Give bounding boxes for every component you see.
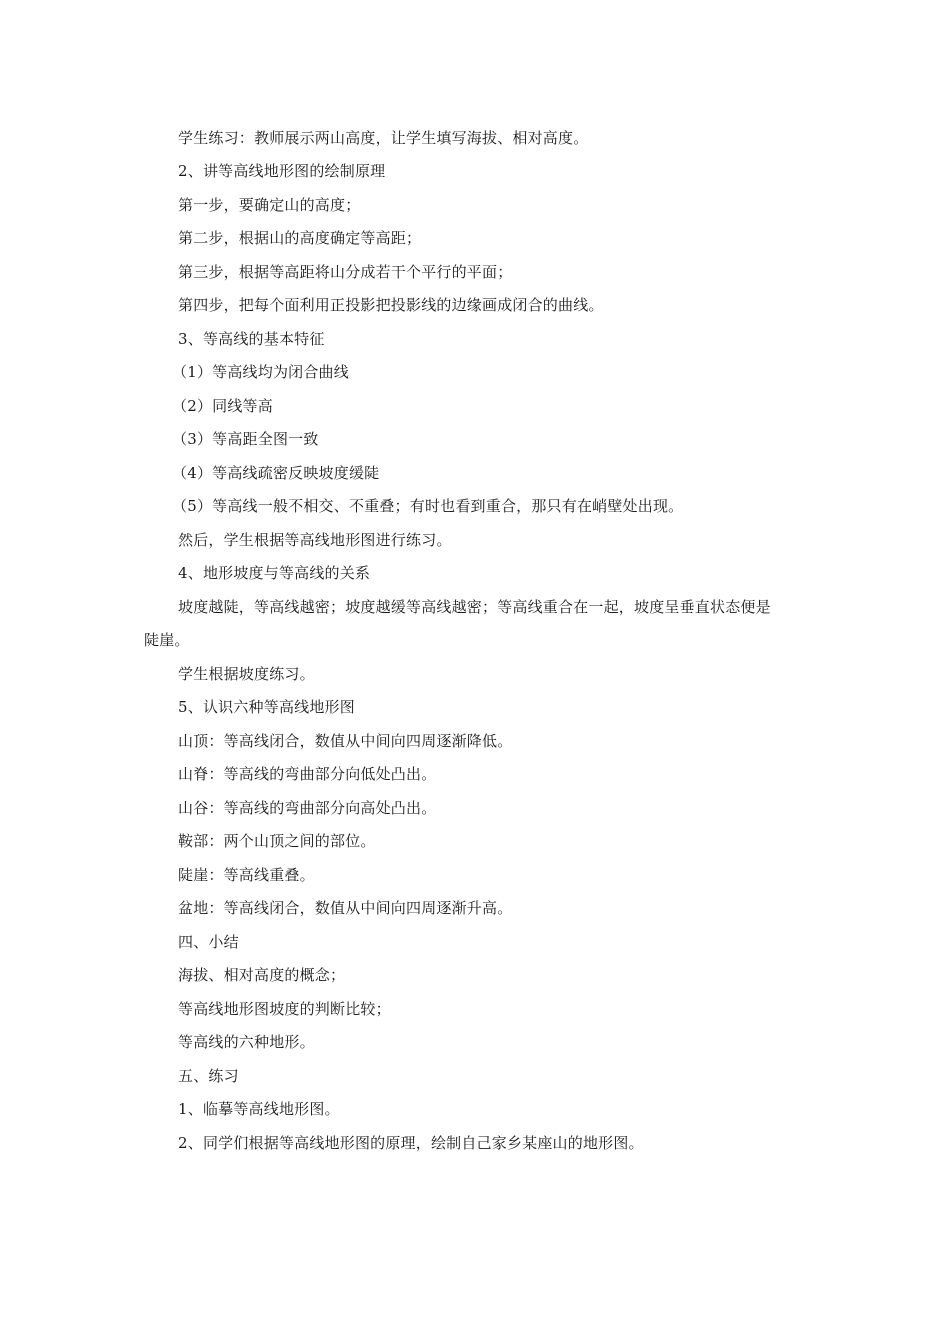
paragraph-step-1: 第一步，要确定山的高度； <box>178 196 361 214</box>
paragraph-slope-relation-continued: 陡崖。 <box>144 631 190 649</box>
paragraph-student-practice-altitude: 学生练习：教师展示两山高度，让学生填写海拔、相对高度。 <box>178 129 589 147</box>
paragraph-landform-basin: 盆地：等高线闭合，数值从中间向四周逐渐升高。 <box>178 899 513 917</box>
list-item-feature-1: （1）等高线均为闭合曲线 <box>172 363 349 381</box>
heading-slope-relation: 4、地形坡度与等高线的关系 <box>178 564 371 582</box>
heading-contour-principle: 2、讲等高线地形图的绘制原理 <box>178 162 386 180</box>
list-item-feature-2: （2）同线等高 <box>172 397 273 415</box>
heading-summary: 四、小结 <box>178 933 239 951</box>
paragraph-landform-valley: 山谷：等高线的弯曲部分向高处凸出。 <box>178 799 437 817</box>
paragraph-exercise-1: 1、临摹等高线地形图。 <box>178 1100 340 1118</box>
list-item-feature-3: （3）等高距全图一致 <box>172 430 319 448</box>
list-item-feature-5: （5）等高线一般不相交、不重叠；有时也看到重合，那只有在峭壁处出现。 <box>172 497 684 515</box>
paragraph-summary-3: 等高线的六种地形。 <box>178 1033 315 1051</box>
paragraph-summary-2: 等高线地形图坡度的判断比较； <box>178 1000 391 1018</box>
paragraph-slope-practice: 学生根据坡度练习。 <box>178 665 315 683</box>
paragraph-landform-summit: 山顶：等高线闭合，数值从中间向四周逐渐降低。 <box>178 732 513 750</box>
paragraph-step-4: 第四步，把每个面利用正投影把投影线的边缘画成闭合的曲线。 <box>178 296 604 314</box>
heading-contour-features: 3、等高线的基本特征 <box>178 330 325 348</box>
paragraph-landform-ridge: 山脊：等高线的弯曲部分向低处凸出。 <box>178 765 437 783</box>
list-item-feature-4: （4）等高线疏密反映坡度缓陡 <box>172 464 380 482</box>
paragraph-landform-cliff: 陡崖：等高线重叠。 <box>178 866 315 884</box>
heading-six-landforms: 5、认识六种等高线地形图 <box>178 698 355 716</box>
paragraph-practice-contour: 然后，学生根据等高线地形图进行练习。 <box>178 531 452 549</box>
paragraph-slope-relation: 坡度越陡，等高线越密；坡度越缓等高线越密；等高线重合在一起，坡度呈垂直状态便是 <box>178 598 771 616</box>
paragraph-exercise-2: 2、同学们根据等高线地形图的原理，绘制自己家乡某座山的地形图。 <box>178 1134 644 1152</box>
paragraph-summary-1: 海拔、相对高度的概念； <box>178 966 346 984</box>
paragraph-step-3: 第三步，根据等高距将山分成若干个平行的平面； <box>178 263 513 281</box>
heading-exercises: 五、练习 <box>178 1067 239 1085</box>
paragraph-step-2: 第二步，根据山的高度确定等高距； <box>178 229 422 247</box>
paragraph-landform-saddle: 鞍部：两个山顶之间的部位。 <box>178 832 376 850</box>
